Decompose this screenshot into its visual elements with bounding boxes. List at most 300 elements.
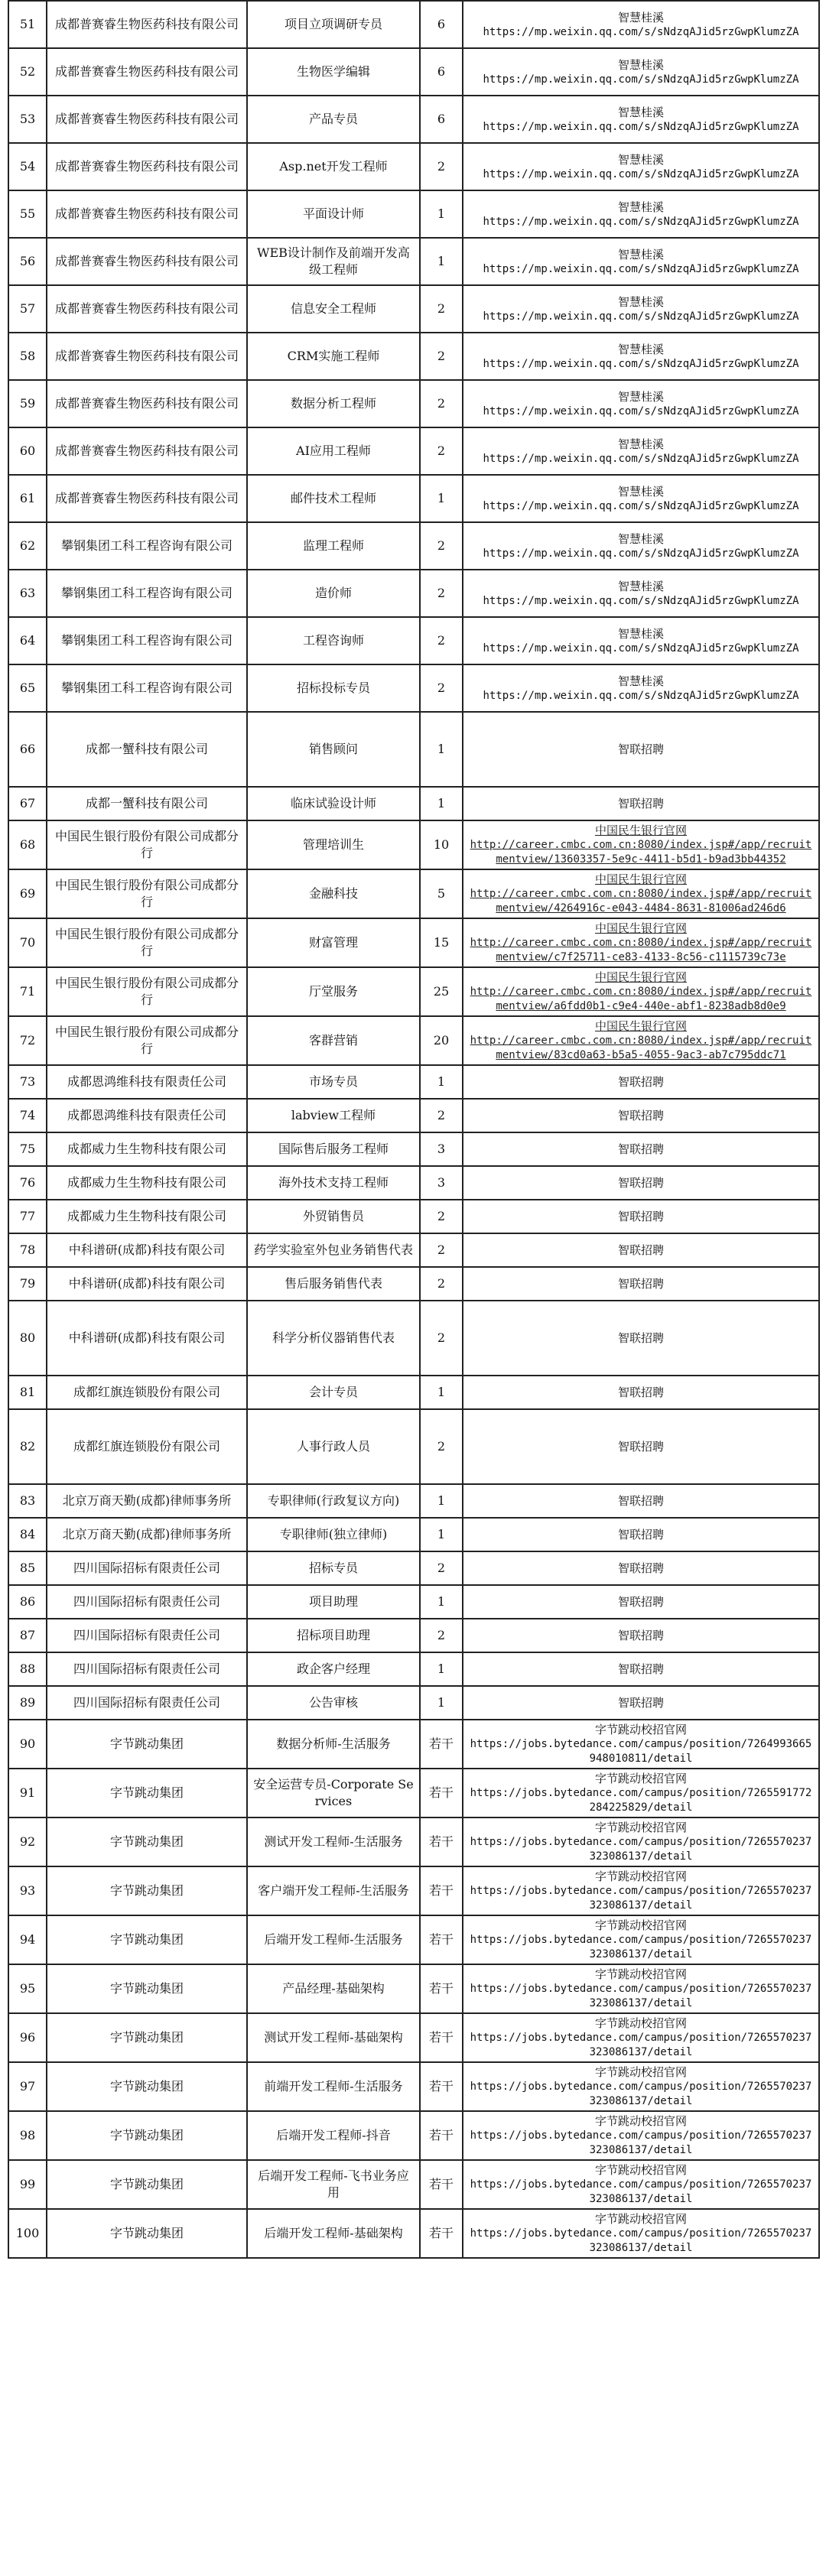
company-name: 攀钢集团工科工程咨询有限公司 <box>47 664 247 712</box>
row-number: 68 <box>8 820 47 869</box>
row-number: 90 <box>8 1720 47 1769</box>
source-link[interactable]: https://mp.weixin.qq.com/s/sNdzqAJid5rzGwpKlumzZA <box>483 73 799 86</box>
row-number: 94 <box>8 1915 47 1964</box>
source-cell <box>463 1686 819 1720</box>
table-row <box>8 2209 819 2258</box>
company-name: 字节跳动集团 <box>47 2209 247 2258</box>
job-title: 数据分析师-生活服务 <box>247 1720 420 1769</box>
company-name: 成都威力生生物科技有限公司 <box>47 1132 247 1166</box>
source-name: 智慧桂溪 <box>617 626 664 641</box>
job-title: 海外技术支持工程师 <box>247 1166 420 1200</box>
source-name: 字节跳动校招官网 <box>594 1821 687 1834</box>
company-name: 成都普赛睿生物医药科技有限公司 <box>47 143 247 190</box>
source-name: 智联招聘 <box>617 742 664 756</box>
source-cell <box>463 2013 819 2062</box>
row-number: 69 <box>8 869 47 918</box>
row-number: 54 <box>8 143 47 190</box>
row-number: 89 <box>8 1686 47 1720</box>
source-cell <box>463 712 819 787</box>
company-name: 四川国际招标有限责任公司 <box>47 1686 247 1720</box>
hiring-count: 3 <box>420 1166 463 1200</box>
source-cell <box>463 427 819 475</box>
source-name: 智慧桂溪 <box>617 200 664 214</box>
hiring-count: 1 <box>420 475 463 522</box>
source-cell <box>463 1769 819 1817</box>
table-row <box>8 48 819 96</box>
hiring-count: 2 <box>420 1233 463 1267</box>
source-link[interactable]: https://jobs.bytedance.com/campus/position/7265570237323086137/detail <box>470 2129 812 2156</box>
job-title: 金融科技 <box>247 869 420 918</box>
row-number: 75 <box>8 1132 47 1166</box>
source-cell <box>463 333 819 380</box>
company-name: 攀钢集团工科工程咨询有限公司 <box>47 570 247 617</box>
company-name: 成都恩鸿维科技有限责任公司 <box>47 1065 247 1099</box>
row-number: 86 <box>8 1585 47 1619</box>
hiring-count: 2 <box>420 1099 463 1132</box>
table-row <box>8 1200 819 1233</box>
source-cell <box>463 1376 819 1409</box>
job-title: 平面设计师 <box>247 190 420 238</box>
source-cell <box>463 1964 819 2013</box>
source-cell <box>463 820 819 869</box>
table-row <box>8 1267 819 1301</box>
hiring-count: 若干 <box>420 1866 463 1915</box>
source-cell <box>463 143 819 190</box>
hiring-count: 2 <box>420 1409 463 1484</box>
source-name: 智联招聘 <box>617 1142 664 1156</box>
job-title: 工程咨询师 <box>247 617 420 664</box>
source-name: 字节跳动校招官网 <box>594 1967 687 1981</box>
table-row <box>8 869 819 918</box>
hiring-count: 2 <box>420 1267 463 1301</box>
job-title: 财富管理 <box>247 918 420 967</box>
table-row <box>8 333 819 380</box>
hiring-count: 6 <box>420 1 463 48</box>
job-table-body <box>8 1 819 2258</box>
table-row <box>8 1409 819 1484</box>
table-row <box>8 1817 819 1866</box>
row-number: 82 <box>8 1409 47 1484</box>
job-title: 会计专员 <box>247 1376 420 1409</box>
table-row <box>8 1484 819 1518</box>
source-link[interactable]: https://jobs.bytedance.com/campus/position/7265570237323086137/detail <box>470 2081 812 2107</box>
row-number: 61 <box>8 475 47 522</box>
job-title: 招标专员 <box>247 1551 420 1585</box>
source-link[interactable]: https://mp.weixin.qq.com/s/sNdzqAJid5rzGwpKlumzZA <box>483 120 799 133</box>
source-link[interactable]: https://mp.weixin.qq.com/s/sNdzqAJid5rzGwpKlumzZA <box>483 357 799 370</box>
company-name: 攀钢集团工科工程咨询有限公司 <box>47 522 247 570</box>
company-name: 成都普赛睿生物医药科技有限公司 <box>47 1 247 48</box>
job-title: CRM实施工程师 <box>247 333 420 380</box>
source-link[interactable]: https://jobs.bytedance.com/campus/position/7265570237323086137/detail <box>470 1885 812 1912</box>
source-name: 字节跳动校招官网 <box>594 2065 687 2079</box>
job-title: 客户端开发工程师-生活服务 <box>247 1866 420 1915</box>
source-link[interactable]: https://mp.weixin.qq.com/s/sNdzqAJid5rzGwpKlumzZA <box>483 215 799 228</box>
row-number: 100 <box>8 2209 47 2258</box>
row-number: 67 <box>8 787 47 820</box>
job-title: 产品专员 <box>247 96 420 143</box>
source-name: 字节跳动校招官网 <box>594 2114 687 2128</box>
table-row <box>8 2111 819 2160</box>
hiring-count: 若干 <box>420 1817 463 1866</box>
row-number: 80 <box>8 1301 47 1376</box>
table-row <box>8 1099 819 1132</box>
job-title: 生物医学编辑 <box>247 48 420 96</box>
source-cell <box>463 1267 819 1301</box>
hiring-count: 10 <box>420 820 463 869</box>
table-row <box>8 1166 819 1200</box>
source-cell <box>463 1619 819 1652</box>
company-name: 成都普赛睿生物医药科技有限公司 <box>47 427 247 475</box>
company-name: 成都普赛睿生物医药科技有限公司 <box>47 238 247 285</box>
company-name: 字节跳动集团 <box>47 2160 247 2209</box>
company-name: 成都普赛睿生物医药科技有限公司 <box>47 48 247 96</box>
source-link[interactable]: https://jobs.bytedance.com/campus/position/7265570237323086137/detail <box>470 2178 812 2205</box>
job-title: 国际售后服务工程师 <box>247 1132 420 1166</box>
row-number: 93 <box>8 1866 47 1915</box>
row-number: 78 <box>8 1233 47 1267</box>
source-name: 智联招聘 <box>617 1696 664 1710</box>
job-title: WEB设计制作及前端开发高级工程师 <box>247 238 420 285</box>
row-number: 58 <box>8 333 47 380</box>
row-number: 91 <box>8 1769 47 1817</box>
source-link[interactable]: https://jobs.bytedance.com/campus/position/7265591772284225829/detail <box>470 1787 812 1814</box>
job-title: 造价师 <box>247 570 420 617</box>
company-name: 中国民生银行股份有限公司成都分行 <box>47 820 247 869</box>
hiring-count: 5 <box>420 869 463 918</box>
row-number: 85 <box>8 1551 47 1585</box>
hiring-count: 2 <box>420 522 463 570</box>
source-name: 智联招聘 <box>617 1385 664 1399</box>
source-cell <box>463 380 819 427</box>
job-title: 售后服务销售代表 <box>247 1267 420 1301</box>
source-link[interactable]: https://jobs.bytedance.com/campus/position/7265570237323086137/detail <box>470 2032 812 2058</box>
source-link[interactable]: https://mp.weixin.qq.com/s/sNdzqAJid5rzGwpKlumzZA <box>483 689 799 702</box>
source-name: 智慧桂溪 <box>617 674 664 688</box>
source-link[interactable]: http://career.cmbc.com.cn:8080/index.jsp#/app/recruitmentview/a6fdd0b1-c9e4-440e-abf1-8238adb8d0e9 <box>470 986 812 1012</box>
table-row <box>8 2160 819 2209</box>
company-name: 成都普赛睿生物医药科技有限公司 <box>47 380 247 427</box>
hiring-count: 2 <box>420 1200 463 1233</box>
row-number: 73 <box>8 1065 47 1099</box>
source-name: 智联招聘 <box>617 1331 664 1345</box>
hiring-count: 20 <box>420 1016 463 1065</box>
source-cell <box>463 1 819 48</box>
hiring-count: 2 <box>420 1619 463 1652</box>
table-row <box>8 787 819 820</box>
source-name: 字节跳动校招官网 <box>594 2016 687 2030</box>
company-name: 中科谱研(成都)科技有限公司 <box>47 1233 247 1267</box>
job-title: 招标投标专员 <box>247 664 420 712</box>
table-row <box>8 522 819 570</box>
job-title: 后端开发工程师-生活服务 <box>247 1915 420 1964</box>
company-name: 中科谱研(成都)科技有限公司 <box>47 1267 247 1301</box>
row-number: 65 <box>8 664 47 712</box>
source-cell <box>463 1484 819 1518</box>
job-table <box>8 0 820 2259</box>
source-name: 智联招聘 <box>617 1595 664 1609</box>
source-cell <box>463 1866 819 1915</box>
source-cell <box>463 522 819 570</box>
source-name: 智慧桂溪 <box>617 247 664 261</box>
source-cell <box>463 190 819 238</box>
company-name: 成都一蟹科技有限公司 <box>47 787 247 820</box>
source-name: 智联招聘 <box>617 1109 664 1122</box>
job-title: 信息安全工程师 <box>247 285 420 333</box>
row-number: 87 <box>8 1619 47 1652</box>
source-name: 中国民生银行官网 <box>594 872 687 886</box>
job-title: 后端开发工程师-基础架构 <box>247 2209 420 2258</box>
source-name: 中国民生银行官网 <box>594 970 687 984</box>
job-title: 邮件技术工程师 <box>247 475 420 522</box>
hiring-count: 1 <box>420 1484 463 1518</box>
hiring-count: 1 <box>420 1652 463 1686</box>
hiring-count: 15 <box>420 918 463 967</box>
job-title: 销售顾问 <box>247 712 420 787</box>
source-name: 智联招聘 <box>617 1243 664 1257</box>
hiring-count: 6 <box>420 96 463 143</box>
source-cell <box>463 1518 819 1551</box>
job-title: 人事行政人员 <box>247 1409 420 1484</box>
table-row <box>8 475 819 522</box>
job-title: 科学分析仪器销售代表 <box>247 1301 420 1376</box>
row-number: 52 <box>8 48 47 96</box>
source-name: 智联招聘 <box>617 1277 664 1291</box>
source-name: 智联招聘 <box>617 1176 664 1190</box>
source-name: 字节跳动校招官网 <box>594 1723 687 1736</box>
company-name: 四川国际招标有限责任公司 <box>47 1551 247 1585</box>
company-name: 成都普赛睿生物医药科技有限公司 <box>47 96 247 143</box>
row-number: 64 <box>8 617 47 664</box>
source-link[interactable]: https://mp.weixin.qq.com/s/sNdzqAJid5rzGwpKlumzZA <box>483 499 799 512</box>
row-number: 96 <box>8 2013 47 2062</box>
source-name: 智慧桂溪 <box>617 531 664 546</box>
hiring-count: 若干 <box>420 2062 463 2111</box>
job-title: 招标项目助理 <box>247 1619 420 1652</box>
table-row <box>8 1769 819 1817</box>
table-row <box>8 1301 819 1376</box>
source-name: 智慧桂溪 <box>617 10 664 24</box>
source-cell <box>463 787 819 820</box>
company-name: 字节跳动集团 <box>47 2013 247 2062</box>
hiring-count: 2 <box>420 617 463 664</box>
source-link[interactable]: http://career.cmbc.com.cn:8080/index.jsp#/app/recruitmentview/c7f25711-ce83-4133-8c56-c1115739c73e <box>470 937 812 963</box>
source-link[interactable]: http://career.cmbc.com.cn:8080/index.jsp#/app/recruitmentview/13603357-5e9c-4411-b5d1-b9ad3bb44352 <box>470 839 812 866</box>
source-link[interactable]: https://mp.weixin.qq.com/s/sNdzqAJid5rzGwpKlumzZA <box>483 404 799 417</box>
source-link[interactable]: https://jobs.bytedance.com/campus/position/7264993665948010811/detail <box>470 1738 812 1765</box>
source-cell <box>463 869 819 918</box>
hiring-count: 2 <box>420 380 463 427</box>
source-name: 智慧桂溪 <box>617 294 664 309</box>
table-row <box>8 1866 819 1915</box>
company-name: 字节跳动集团 <box>47 1817 247 1866</box>
company-name: 字节跳动集团 <box>47 1964 247 2013</box>
hiring-count: 若干 <box>420 1915 463 1964</box>
company-name: 四川国际招标有限责任公司 <box>47 1652 247 1686</box>
company-name: 成都威力生生物科技有限公司 <box>47 1166 247 1200</box>
source-cell <box>463 1166 819 1200</box>
table-row <box>8 820 819 869</box>
table-row <box>8 617 819 664</box>
company-name: 攀钢集团工科工程咨询有限公司 <box>47 617 247 664</box>
hiring-count: 1 <box>420 712 463 787</box>
company-name: 中国民生银行股份有限公司成都分行 <box>47 1016 247 1065</box>
hiring-count: 25 <box>420 967 463 1016</box>
company-name: 成都恩鸿维科技有限责任公司 <box>47 1099 247 1132</box>
hiring-count: 若干 <box>420 1769 463 1817</box>
row-number: 62 <box>8 522 47 570</box>
table-row <box>8 238 819 285</box>
source-link[interactable]: https://jobs.bytedance.com/campus/position/7265570237323086137/detail <box>470 1836 812 1863</box>
source-cell <box>463 617 819 664</box>
source-name: 字节跳动校招官网 <box>594 1772 687 1785</box>
table-row <box>8 1964 819 2013</box>
company-name: 中国民生银行股份有限公司成都分行 <box>47 967 247 1016</box>
table-row <box>8 1376 819 1409</box>
source-name: 智联招聘 <box>617 1629 664 1642</box>
source-cell <box>463 2209 819 2258</box>
source-name: 智联招聘 <box>617 1561 664 1575</box>
table-row <box>8 143 819 190</box>
row-number: 56 <box>8 238 47 285</box>
table-row <box>8 664 819 712</box>
job-title: 监理工程师 <box>247 522 420 570</box>
job-title: 测试开发工程师-生活服务 <box>247 1817 420 1866</box>
table-row <box>8 2013 819 2062</box>
source-link[interactable]: https://mp.weixin.qq.com/s/sNdzqAJid5rzGwpKlumzZA <box>483 25 799 38</box>
job-title: 项目助理 <box>247 1585 420 1619</box>
source-cell <box>463 1132 819 1166</box>
source-cell <box>463 285 819 333</box>
source-name: 智联招聘 <box>617 1440 664 1454</box>
company-name: 成都普赛睿生物医药科技有限公司 <box>47 333 247 380</box>
company-name: 成都红旗连锁股份有限公司 <box>47 1409 247 1484</box>
source-cell <box>463 1585 819 1619</box>
table-row <box>8 1915 819 1964</box>
hiring-count: 1 <box>420 1686 463 1720</box>
table-row <box>8 1720 819 1769</box>
job-title: 外贸销售员 <box>247 1200 420 1233</box>
job-title: labview工程师 <box>247 1099 420 1132</box>
source-cell <box>463 1409 819 1484</box>
source-link[interactable]: https://jobs.bytedance.com/campus/position/7265570237323086137/detail <box>470 1983 812 2009</box>
company-name: 中国民生银行股份有限公司成都分行 <box>47 869 247 918</box>
table-row <box>8 918 819 967</box>
table-row <box>8 285 819 333</box>
hiring-count: 若干 <box>420 1964 463 2013</box>
company-name: 四川国际招标有限责任公司 <box>47 1585 247 1619</box>
job-title: 后端开发工程师-飞书业务应用 <box>247 2160 420 2209</box>
hiring-count: 2 <box>420 333 463 380</box>
table-row <box>8 96 819 143</box>
hiring-count: 2 <box>420 664 463 712</box>
source-link[interactable]: http://career.cmbc.com.cn:8080/index.jsp#/app/recruitmentview/83cd0a63-b5a5-4055-9ac3-ab7c795ddc71 <box>470 1035 812 1061</box>
source-name: 中国民生银行官网 <box>594 921 687 935</box>
source-name: 智联招聘 <box>617 1075 664 1089</box>
source-cell <box>463 570 819 617</box>
source-cell <box>463 967 819 1016</box>
source-link[interactable]: https://mp.weixin.qq.com/s/sNdzqAJid5rzGwpKlumzZA <box>483 547 799 560</box>
hiring-count: 若干 <box>420 2160 463 2209</box>
hiring-count: 若干 <box>420 2209 463 2258</box>
source-link[interactable]: https://mp.weixin.qq.com/s/sNdzqAJid5rzGwpKlumzZA <box>483 262 799 275</box>
job-title: 政企客户经理 <box>247 1652 420 1686</box>
source-link[interactable]: https://jobs.bytedance.com/campus/position/7265570237323086137/detail <box>470 1934 812 1960</box>
source-link[interactable]: https://mp.weixin.qq.com/s/sNdzqAJid5rzGwpKlumzZA <box>483 452 799 465</box>
company-name: 成都一蟹科技有限公司 <box>47 712 247 787</box>
source-name: 智慧桂溪 <box>617 579 664 593</box>
source-cell <box>463 1065 819 1099</box>
hiring-count: 若干 <box>420 2111 463 2160</box>
job-title: 数据分析工程师 <box>247 380 420 427</box>
job-title: 前端开发工程师-生活服务 <box>247 2062 420 2111</box>
job-title: 公告审核 <box>247 1686 420 1720</box>
table-row <box>8 380 819 427</box>
table-row <box>8 1233 819 1267</box>
source-cell <box>463 1099 819 1132</box>
source-link[interactable]: https://mp.weixin.qq.com/s/sNdzqAJid5rzGwpKlumzZA <box>483 642 799 655</box>
hiring-count: 1 <box>420 1585 463 1619</box>
source-link[interactable]: https://jobs.bytedance.com/campus/position/7265570237323086137/detail <box>470 2227 812 2254</box>
table-row <box>8 427 819 475</box>
row-number: 77 <box>8 1200 47 1233</box>
row-number: 88 <box>8 1652 47 1686</box>
table-row <box>8 1619 819 1652</box>
source-link[interactable]: https://mp.weixin.qq.com/s/sNdzqAJid5rzGwpKlumzZA <box>483 594 799 607</box>
hiring-count: 1 <box>420 1065 463 1099</box>
hiring-count: 1 <box>420 190 463 238</box>
row-number: 53 <box>8 96 47 143</box>
row-number: 72 <box>8 1016 47 1065</box>
company-name: 北京万商天勤(成都)律师事务所 <box>47 1518 247 1551</box>
source-name: 智联招聘 <box>617 1494 664 1508</box>
source-name: 智慧桂溪 <box>617 342 664 356</box>
job-title: 客群营销 <box>247 1016 420 1065</box>
source-link[interactable]: https://mp.weixin.qq.com/s/sNdzqAJid5rzGwpKlumzZA <box>483 310 799 323</box>
row-number: 95 <box>8 1964 47 2013</box>
job-title: 厅堂服务 <box>247 967 420 1016</box>
source-name: 智联招聘 <box>617 1662 664 1676</box>
table-row <box>8 1585 819 1619</box>
job-title: 专职律师(独立律师) <box>247 1518 420 1551</box>
hiring-count: 2 <box>420 285 463 333</box>
table-row <box>8 967 819 1016</box>
source-cell <box>463 1551 819 1585</box>
company-name: 字节跳动集团 <box>47 1720 247 1769</box>
company-name: 成都红旗连锁股份有限公司 <box>47 1376 247 1409</box>
hiring-count: 2 <box>420 1551 463 1585</box>
source-cell <box>463 48 819 96</box>
source-link[interactable]: https://mp.weixin.qq.com/s/sNdzqAJid5rzGwpKlumzZA <box>483 167 799 180</box>
source-cell <box>463 1301 819 1376</box>
table-row <box>8 2062 819 2111</box>
table-row <box>8 1551 819 1585</box>
source-link[interactable]: http://career.cmbc.com.cn:8080/index.jsp#/app/recruitmentview/4264916c-e043-4484-8631-81006ad246d6 <box>470 888 812 914</box>
source-cell <box>463 1233 819 1267</box>
row-number: 70 <box>8 918 47 967</box>
hiring-count: 1 <box>420 787 463 820</box>
source-cell <box>463 1720 819 1769</box>
company-name: 字节跳动集团 <box>47 1866 247 1915</box>
company-name: 成都普赛睿生物医药科技有限公司 <box>47 190 247 238</box>
table-row <box>8 1065 819 1099</box>
job-title: 临床试验设计师 <box>247 787 420 820</box>
job-title: 管理培训生 <box>247 820 420 869</box>
job-title: AI应用工程师 <box>247 427 420 475</box>
row-number: 57 <box>8 285 47 333</box>
hiring-count: 3 <box>420 1132 463 1166</box>
company-name: 北京万商天勤(成都)律师事务所 <box>47 1484 247 1518</box>
